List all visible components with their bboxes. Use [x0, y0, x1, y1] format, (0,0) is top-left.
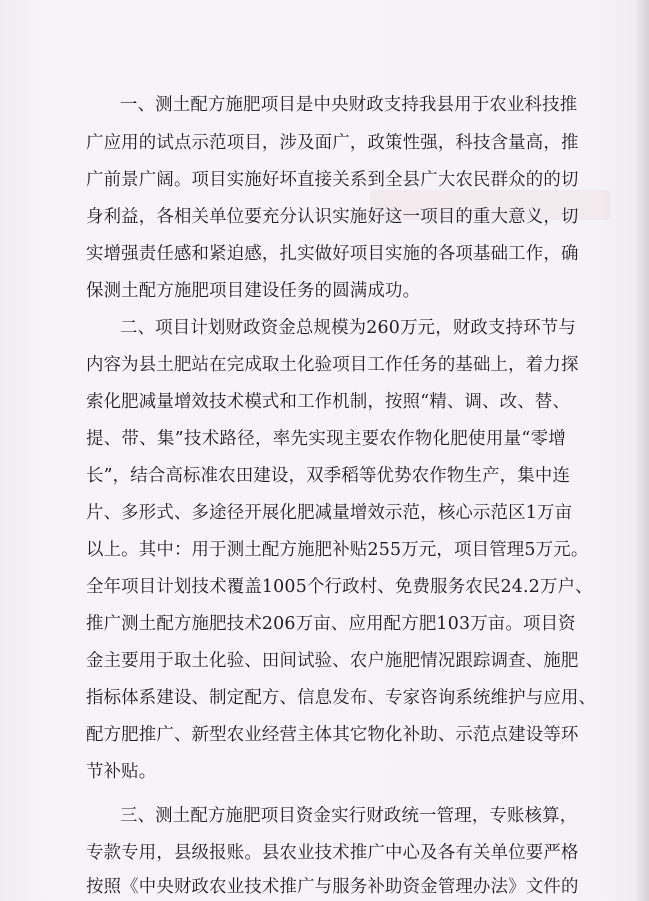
paragraph-2-line-1: 二、项目计划财政资金总规模为260万元，财政支持环节与 [120, 318, 576, 338]
paragraph-2-line-11: 指标体系建设、制定配方、信息发布、专家咨询系统维护与应用、 [86, 688, 597, 708]
paragraph-2-line-13: 节补贴。 [86, 762, 157, 782]
paragraph-2-line-12: 配方肥推广、新型农业经营主体其它物化补助、示范点建设等环 [86, 725, 579, 745]
paragraph-1-line-4: 身利益，各相关单位要充分认识实施好这一项目的重大意义，切 [86, 207, 579, 227]
paragraph-2-line-3: 索化肥减量增效技术模式和工作机制，按照“精、调、改、替、 [86, 392, 571, 412]
paragraph-2-line-7: 以上。其中：用于测土配方施肥补贴255万元，项目管理5万元。 [86, 540, 589, 560]
paragraph-1-line-3: 广前景广阔。项目实施好坏直接关系到全县广大农民群众的的切 [86, 170, 579, 190]
paragraph-2-line-4: 提、带、集”技术路径，率先实现主要农作物化肥使用量“零增 [86, 429, 566, 449]
paragraph-2-line-5: 长”，结合高标准农田建设，双季稻等优势农作物生产，集中连 [86, 466, 571, 486]
paragraph-2-line-6: 片、多形式、多途径开展化肥减量增效示范，核心示范区1万亩 [86, 503, 573, 523]
paragraph-1-line-5: 实增强责任感和紧迫感，扎实做好项目实施的各项基础工作，确 [86, 244, 579, 264]
paragraph-2-line-8: 全年项目计划技术覆盖1005个行政村、免费服务农民24.2万户、 [86, 577, 593, 597]
paragraph-3-line-3: 按照《中央财政农业技术推广与服务补助资金管理办法》文件的 [86, 877, 579, 897]
paragraph-2-line-9: 推广测土配方施肥技术206万亩、应用配方肥103万亩。项目资 [86, 614, 576, 634]
paragraph-2-line-10: 金主要用于取土化验、田间试验、农户施肥情况跟踪调查、施肥 [86, 651, 579, 671]
paragraph-2-line-2: 内容为县土肥站在完成取土化验项目工作任务的基础上，着力探 [86, 355, 579, 375]
paragraph-3-line-2: 专款专用，县级报账。县农业技术推广中心及各有关单位要严格 [86, 843, 579, 863]
paragraph-1-line-1: 一、测土配方施肥项目是中央财政支持我县用于农业科技推 [120, 95, 578, 115]
page-edge-shadow [635, 0, 649, 901]
paragraph-3-line-1: 三、测土配方施肥项目资金实行财政统一管理，专账核算， [120, 806, 578, 826]
paragraph-1-line-2: 广应用的试点示范项目，涉及面广，政策性强，科技含量高，推 [86, 133, 579, 153]
paragraph-1-line-6: 保测土配方施肥项目建设任务的圆满成功。 [86, 281, 421, 301]
